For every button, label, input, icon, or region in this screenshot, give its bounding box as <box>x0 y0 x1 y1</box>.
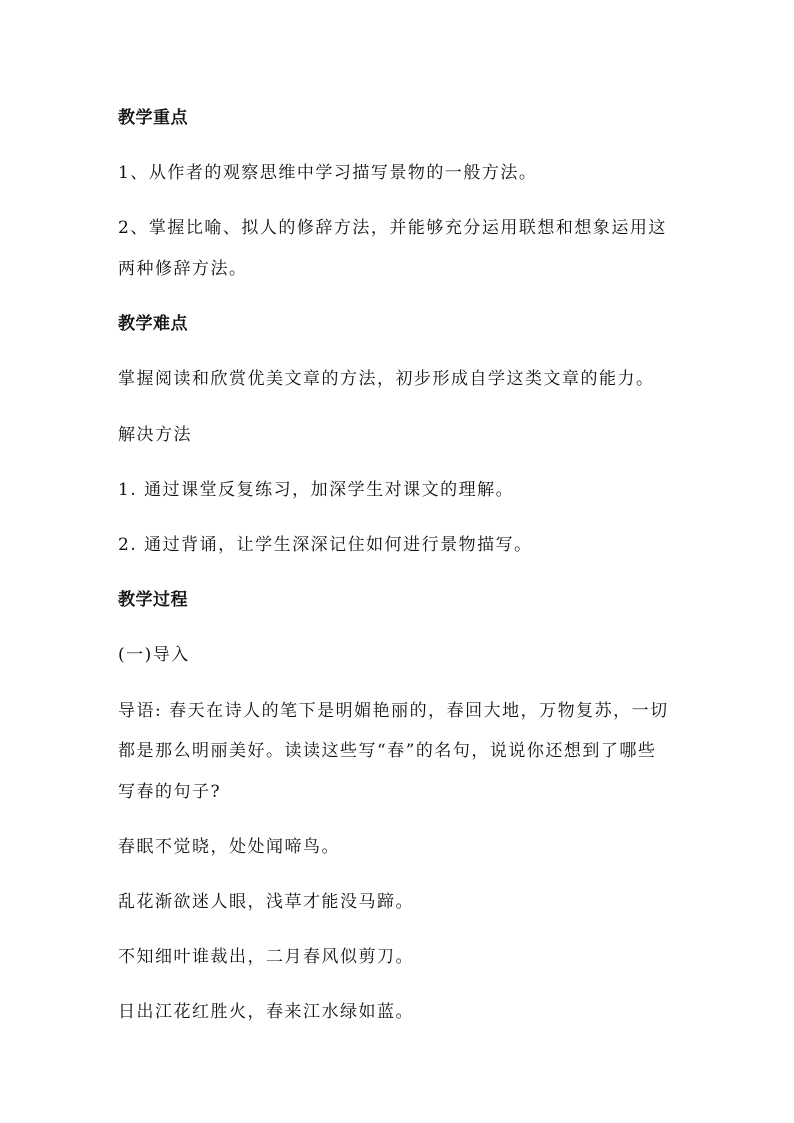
difficulty-1: 掌握阅读和欣赏优美文章的方法，初步形成自学这类文章的能力。 <box>118 369 655 389</box>
intro-line-1: 导语: 春天在诗人的笔下是明媚艳丽的，春回大地，万物复苏，一切 <box>118 701 669 721</box>
solution-2: 2. 通过背诵，让学生深深记住如何进行景物描写。 <box>118 535 533 555</box>
section-intro: (一)导入 <box>118 645 190 665</box>
intro-line-3: 写春的句子? <box>118 782 222 802</box>
solution-1: 1. 通过课堂反复练习，加深学生对课文的理解。 <box>118 480 515 500</box>
heading-difficulties: 教学难点 <box>118 314 188 334</box>
heading-key-points: 教学重点 <box>118 108 188 128</box>
poem-4: 日出江花红胜火，春来江水绿如蓝。 <box>118 1002 414 1022</box>
solution-title: 解决方法 <box>118 425 192 445</box>
intro-line-2: 都是那么明丽美好。读读这些写“春”的名句，说说你还想到了哪些 <box>118 741 657 761</box>
poem-1: 春眠不觉晓，处处闻啼鸟。 <box>118 837 340 857</box>
poem-3: 不知细叶谁裁出，二月春风似剪刀。 <box>118 947 414 967</box>
poem-2: 乱花渐欲迷人眼，浅草才能没马蹄。 <box>118 892 414 912</box>
key-point-1: 1、从作者的观察思维中学习描写景物的一般方法。 <box>118 163 538 183</box>
key-point-2-line-1: 2、掌握比喻、拟人的修辞方法，并能够充分运用联想和想象运用这 <box>118 218 667 238</box>
heading-process: 教学过程 <box>118 590 188 610</box>
key-point-2-line-2: 两种修辞方法。 <box>118 259 248 279</box>
